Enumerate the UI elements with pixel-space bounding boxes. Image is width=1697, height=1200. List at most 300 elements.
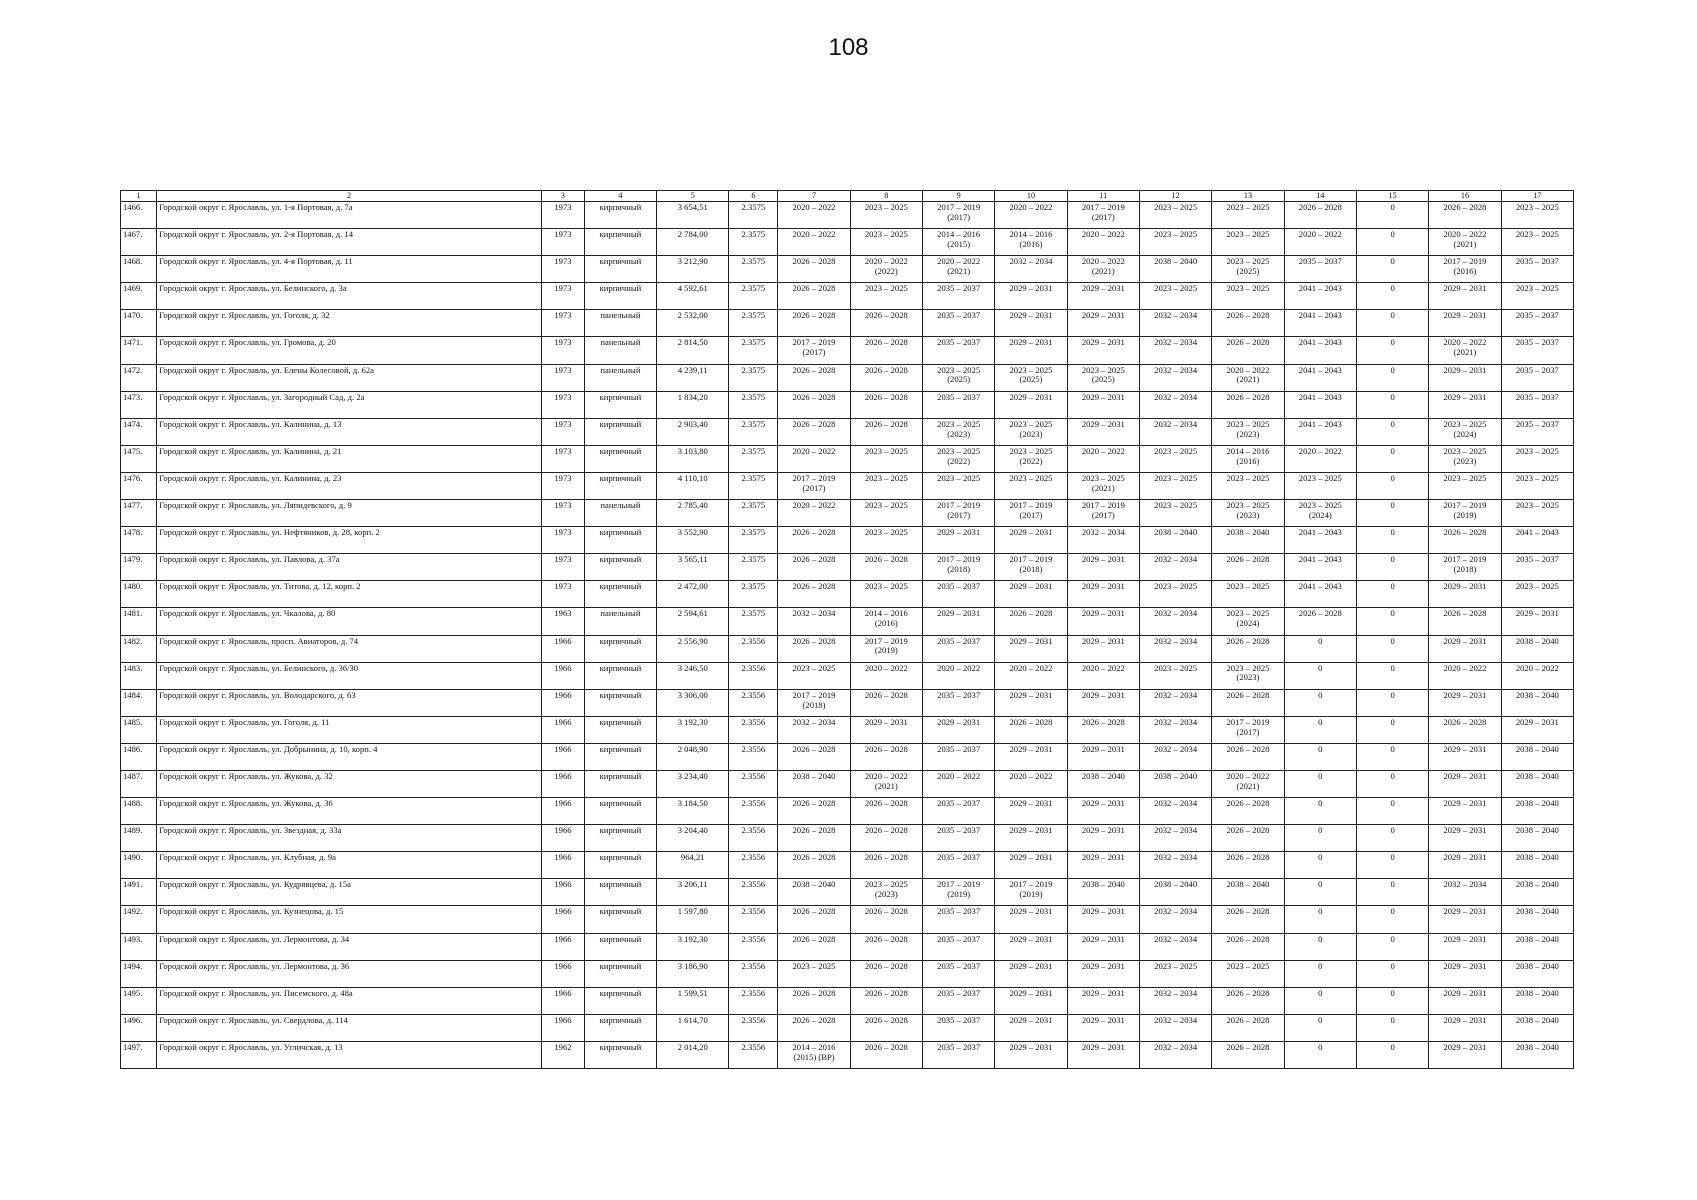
table-row bbox=[121, 933, 1574, 960]
table-cell: 2023 – 2025 bbox=[1501, 581, 1573, 608]
table-cell: 0 bbox=[1356, 852, 1428, 879]
table-cell: 2032 – 2034 bbox=[1139, 825, 1211, 852]
table-cell: 2026 – 2028 bbox=[850, 906, 922, 933]
table-cell: 2026 – 2028 bbox=[995, 716, 1067, 743]
table-cell: 2029 – 2031 bbox=[1429, 987, 1501, 1014]
address-cell: Городской округ г. Ярославль, ул. Жукова, д. 36 bbox=[157, 798, 542, 825]
table-cell: 2035 – 2037 bbox=[1501, 418, 1573, 445]
address-cell: Городской округ г. Ярославль, ул. Свердлова, д. 114 bbox=[157, 1014, 542, 1041]
column-header: 8 bbox=[850, 191, 922, 202]
table-row bbox=[121, 825, 1574, 852]
table-cell: 2032 – 2034 bbox=[1139, 689, 1211, 716]
table-cell: 1966 bbox=[542, 1014, 585, 1041]
table-cell: 2029 – 2031 bbox=[995, 1014, 1067, 1041]
table-cell: 2.3575 bbox=[729, 608, 778, 635]
row-number-cell: 1483. bbox=[121, 662, 157, 689]
table-cell: 2.3575 bbox=[729, 554, 778, 581]
table-row bbox=[121, 472, 1574, 499]
table-cell: 2023 – 2025 (2025) bbox=[1212, 256, 1284, 283]
table-cell: 2023 – 2025 bbox=[1139, 581, 1211, 608]
table-cell: 0 bbox=[1356, 364, 1428, 391]
table-cell: 2.3556 bbox=[729, 798, 778, 825]
table-cell: 2023 – 2025 bbox=[1212, 283, 1284, 310]
table-cell: 2023 – 2025 bbox=[1501, 283, 1573, 310]
table-cell: 2029 – 2031 bbox=[995, 933, 1067, 960]
table-cell: 2029 – 2031 bbox=[1067, 852, 1139, 879]
table-row bbox=[121, 960, 1574, 987]
table-cell: кирпичный bbox=[584, 1041, 656, 1068]
table-cell: 0 bbox=[1356, 1014, 1428, 1041]
table-cell: 2038 – 2040 bbox=[1067, 770, 1139, 797]
table-cell: 2026 – 2028 bbox=[850, 960, 922, 987]
table-cell: 1 614,70 bbox=[657, 1014, 729, 1041]
table-cell: 2026 – 2028 bbox=[1212, 852, 1284, 879]
table-cell: 2035 – 2037 bbox=[1501, 337, 1573, 364]
address-cell: Городской округ г. Ярославль, ул. 2-я Портовая, д. 14 bbox=[157, 229, 542, 256]
table-cell: 2029 – 2031 bbox=[1501, 608, 1573, 635]
table-cell: 2026 – 2028 bbox=[778, 364, 850, 391]
row-number-cell: 1496. bbox=[121, 1014, 157, 1041]
table-cell: 2032 – 2034 bbox=[1139, 1041, 1211, 1068]
table-cell: 0 bbox=[1284, 743, 1356, 770]
table-cell: 1973 bbox=[542, 364, 585, 391]
table-row bbox=[121, 987, 1574, 1014]
table-cell: 2023 – 2025 bbox=[1212, 960, 1284, 987]
table-cell: 2026 – 2028 bbox=[850, 689, 922, 716]
table-cell: 2032 – 2034 bbox=[1139, 716, 1211, 743]
table-row bbox=[121, 256, 1574, 283]
column-header: 3 bbox=[542, 191, 585, 202]
table-row bbox=[121, 906, 1574, 933]
table-cell: 2041 – 2043 bbox=[1284, 283, 1356, 310]
table-cell: 2020 – 2022 bbox=[922, 770, 994, 797]
row-number-cell: 1474. bbox=[121, 418, 157, 445]
table-cell: 2023 – 2025 bbox=[1139, 445, 1211, 472]
table-cell: 2029 – 2031 bbox=[1429, 933, 1501, 960]
table-cell: 2041 – 2043 bbox=[1284, 337, 1356, 364]
row-number-cell: 1491. bbox=[121, 879, 157, 906]
table-cell: 0 bbox=[1356, 202, 1428, 229]
table-cell: 0 bbox=[1356, 906, 1428, 933]
table-cell: 2032 – 2034 bbox=[995, 256, 1067, 283]
table-cell: 2026 – 2028 bbox=[1212, 825, 1284, 852]
column-header: 16 bbox=[1429, 191, 1501, 202]
table-cell: 2029 – 2031 bbox=[1429, 906, 1501, 933]
table-cell: 1973 bbox=[542, 554, 585, 581]
address-cell: Городской округ г. Ярославль, ул. Гоголя, д. 11 bbox=[157, 716, 542, 743]
table-cell: 2029 – 2031 bbox=[1067, 391, 1139, 418]
table-cell: 2029 – 2031 bbox=[1429, 635, 1501, 662]
table-row bbox=[121, 852, 1574, 879]
table-cell: 2041 – 2043 bbox=[1284, 364, 1356, 391]
table-cell: 2029 – 2031 bbox=[1429, 310, 1501, 337]
table-cell: 2.3556 bbox=[729, 770, 778, 797]
table-cell: 2026 – 2028 bbox=[995, 608, 1067, 635]
table-cell: 2017 – 2019 (2018) bbox=[1429, 554, 1501, 581]
table-cell: 4 592,61 bbox=[657, 283, 729, 310]
table-cell: 2026 – 2028 bbox=[1212, 635, 1284, 662]
table-cell: 2023 – 2025 (2023) bbox=[995, 418, 1067, 445]
table-cell: 2029 – 2031 bbox=[995, 960, 1067, 987]
table-cell: 0 bbox=[1356, 933, 1428, 960]
table-cell: 2029 – 2031 bbox=[1067, 608, 1139, 635]
table-cell: 3 212,90 bbox=[657, 256, 729, 283]
table-cell: 2017 – 2019 (2017) bbox=[778, 337, 850, 364]
table-cell: панельный bbox=[584, 337, 656, 364]
table-cell: 0 bbox=[1356, 635, 1428, 662]
address-cell: Городской округ г. Ярославль, ул. Володарского, д. 63 bbox=[157, 689, 542, 716]
table-cell: 0 bbox=[1284, 825, 1356, 852]
table-cell: 2.3556 bbox=[729, 635, 778, 662]
table-cell: 2023 – 2025 bbox=[1429, 472, 1501, 499]
table-cell: 0 bbox=[1356, 229, 1428, 256]
table-row bbox=[121, 500, 1574, 527]
table-cell: 2017 – 2019 (2017) bbox=[778, 472, 850, 499]
table-cell: 1973 bbox=[542, 445, 585, 472]
table-cell: 1 599,51 bbox=[657, 987, 729, 1014]
table-cell: 1966 bbox=[542, 716, 585, 743]
table-cell: 1966 bbox=[542, 879, 585, 906]
table-cell: 2026 – 2028 bbox=[1212, 310, 1284, 337]
table-cell: кирпичный bbox=[584, 418, 656, 445]
table-cell: 3 234,40 bbox=[657, 770, 729, 797]
table-cell: 2026 – 2028 bbox=[778, 906, 850, 933]
address-cell: Городской округ г. Ярославль, ул. Звездная, д. 33а bbox=[157, 825, 542, 852]
address-cell: Городской округ г. Ярославль, ул. Жукова, д. 32 bbox=[157, 770, 542, 797]
table-cell: 2020 – 2022 bbox=[1501, 662, 1573, 689]
table-cell: 2020 – 2022 bbox=[995, 770, 1067, 797]
table-cell: 2029 – 2031 bbox=[1067, 581, 1139, 608]
table-cell: 2029 – 2031 bbox=[995, 987, 1067, 1014]
row-number-cell: 1489. bbox=[121, 825, 157, 852]
table-cell: 2038 – 2040 bbox=[1501, 743, 1573, 770]
table-cell: 2029 – 2031 bbox=[1067, 825, 1139, 852]
column-header: 15 bbox=[1356, 191, 1428, 202]
table-cell: 2032 – 2034 bbox=[778, 608, 850, 635]
table-cell: 2035 – 2037 bbox=[922, 743, 994, 770]
address-cell: Городской округ г. Ярославль, ул. Ляпидевского, д. 9 bbox=[157, 500, 542, 527]
table-cell: кирпичный bbox=[584, 689, 656, 716]
table-cell: 0 bbox=[1284, 960, 1356, 987]
table-cell: 2026 – 2028 bbox=[850, 554, 922, 581]
table-cell: 1 834,20 bbox=[657, 391, 729, 418]
table-cell: 2038 – 2040 bbox=[1212, 527, 1284, 554]
table-cell: 2026 – 2028 bbox=[850, 337, 922, 364]
table-cell: 2029 – 2031 bbox=[1429, 960, 1501, 987]
table-cell: 2032 – 2034 bbox=[1139, 798, 1211, 825]
table-cell: 2035 – 2037 bbox=[1284, 256, 1356, 283]
table-cell: 2035 – 2037 bbox=[922, 337, 994, 364]
table-cell: 2026 – 2028 bbox=[778, 418, 850, 445]
table-cell: 1973 bbox=[542, 391, 585, 418]
table-cell: 1973 bbox=[542, 418, 585, 445]
table-cell: 2020 – 2022 bbox=[995, 662, 1067, 689]
table-cell: 1966 bbox=[542, 933, 585, 960]
table-cell: 1966 bbox=[542, 743, 585, 770]
table-cell: 2020 – 2022 (2022) bbox=[850, 256, 922, 283]
table-cell: 2026 – 2028 bbox=[778, 256, 850, 283]
table-row bbox=[121, 689, 1574, 716]
table-cell: кирпичный bbox=[584, 879, 656, 906]
table-cell: 0 bbox=[1356, 608, 1428, 635]
table-cell: 2026 – 2028 bbox=[778, 310, 850, 337]
table-cell: 2020 – 2022 (2021) bbox=[1429, 229, 1501, 256]
table-cell: 2026 – 2028 bbox=[778, 283, 850, 310]
table-cell: 2.3575 bbox=[729, 310, 778, 337]
address-cell: Городской округ г. Ярославль, ул. Клубная, д. 9а bbox=[157, 852, 542, 879]
table-cell: 2023 – 2025 (2023) bbox=[850, 879, 922, 906]
table-cell: 2020 – 2022 bbox=[778, 500, 850, 527]
table-cell: 2029 – 2031 bbox=[1429, 1041, 1501, 1068]
table-cell: 0 bbox=[1284, 662, 1356, 689]
table-cell: панельный bbox=[584, 310, 656, 337]
table-cell: 2023 – 2025 bbox=[1284, 472, 1356, 499]
table-row bbox=[121, 1014, 1574, 1041]
table-cell: 2038 – 2040 bbox=[1501, 879, 1573, 906]
table-cell: 2023 – 2025 bbox=[850, 500, 922, 527]
table-row bbox=[121, 798, 1574, 825]
table-cell: 2023 – 2025 (2025) bbox=[1067, 364, 1139, 391]
table-cell: 1966 bbox=[542, 987, 585, 1014]
table-cell: 2.3556 bbox=[729, 716, 778, 743]
table-row bbox=[121, 554, 1574, 581]
table-cell: кирпичный bbox=[584, 987, 656, 1014]
table-cell: 2029 – 2031 bbox=[995, 1041, 1067, 1068]
table-cell: 2029 – 2031 bbox=[995, 798, 1067, 825]
table-cell: 2029 – 2031 bbox=[1067, 283, 1139, 310]
table-row bbox=[121, 418, 1574, 445]
column-header: 4 bbox=[584, 191, 656, 202]
table-cell: 2.3556 bbox=[729, 743, 778, 770]
table-cell: 2020 – 2022 bbox=[1067, 229, 1139, 256]
table-cell: 2 785,40 bbox=[657, 500, 729, 527]
table-cell: 1966 bbox=[542, 852, 585, 879]
table-cell: 2026 – 2028 bbox=[1284, 608, 1356, 635]
table-cell: 2032 – 2034 bbox=[1139, 906, 1211, 933]
table-cell: 2035 – 2037 bbox=[1501, 256, 1573, 283]
table-cell: 3 204,40 bbox=[657, 825, 729, 852]
table-cell: 2023 – 2025 bbox=[1139, 500, 1211, 527]
table-cell: 1973 bbox=[542, 527, 585, 554]
table-cell: 0 bbox=[1356, 716, 1428, 743]
table-cell: 1966 bbox=[542, 662, 585, 689]
row-number-cell: 1473. bbox=[121, 391, 157, 418]
table-cell: 2 903,40 bbox=[657, 418, 729, 445]
table-cell: 3 184,50 bbox=[657, 798, 729, 825]
table-cell: 2023 – 2025 bbox=[995, 472, 1067, 499]
table-cell: 2026 – 2028 bbox=[1212, 554, 1284, 581]
row-number-cell: 1479. bbox=[121, 554, 157, 581]
table-cell: 2 048,90 bbox=[657, 743, 729, 770]
table-cell: 2029 – 2031 bbox=[1067, 337, 1139, 364]
table-cell: 1966 bbox=[542, 906, 585, 933]
table-cell: кирпичный bbox=[584, 445, 656, 472]
address-cell: Городской округ г. Ярославль, ул. Калинина, д. 23 bbox=[157, 472, 542, 499]
table-cell: 2020 – 2022 bbox=[850, 662, 922, 689]
table-cell: 3 552,90 bbox=[657, 527, 729, 554]
table-cell: 2035 – 2037 bbox=[922, 635, 994, 662]
table-cell: 2026 – 2028 bbox=[1429, 716, 1501, 743]
table-row bbox=[121, 581, 1574, 608]
table-cell: панельный bbox=[584, 608, 656, 635]
table-cell: 2014 – 2016 (2015) bbox=[922, 229, 994, 256]
table-cell: 2023 – 2025 bbox=[850, 445, 922, 472]
table-cell: 3 206,11 bbox=[657, 879, 729, 906]
address-cell: Городской округ г. Ярославль, ул. Кудрявцева, д. 15а bbox=[157, 879, 542, 906]
table-cell: 3 565,11 bbox=[657, 554, 729, 581]
table-cell: 2020 – 2022 bbox=[778, 445, 850, 472]
table-cell: 2029 – 2031 bbox=[995, 527, 1067, 554]
address-cell: Городской округ г. Ярославль, ул. Угличская, д. 13 bbox=[157, 1041, 542, 1068]
table-cell: 1966 bbox=[542, 825, 585, 852]
table-cell: 2026 – 2028 bbox=[850, 825, 922, 852]
table-cell: 2038 – 2040 bbox=[1501, 933, 1573, 960]
address-cell: Городской округ г. Ярославль, ул. Белинского, д. 36/30 bbox=[157, 662, 542, 689]
table-cell: 2017 – 2019 (2019) bbox=[995, 879, 1067, 906]
table-cell: 2.3556 bbox=[729, 825, 778, 852]
row-number-cell: 1480. bbox=[121, 581, 157, 608]
table-cell: 2038 – 2040 bbox=[778, 770, 850, 797]
table-cell: 2020 – 2022 (2021) bbox=[1067, 256, 1139, 283]
column-header: 1 bbox=[121, 191, 157, 202]
table-cell: 2.3575 bbox=[729, 581, 778, 608]
table-cell: 2038 – 2040 bbox=[1501, 770, 1573, 797]
table-cell: 2029 – 2031 bbox=[1429, 1014, 1501, 1041]
table-row bbox=[121, 527, 1574, 554]
table-cell: 2023 – 2025 bbox=[1139, 202, 1211, 229]
table-cell: 0 bbox=[1356, 418, 1428, 445]
table-cell: кирпичный bbox=[584, 527, 656, 554]
table-cell: 2029 – 2031 bbox=[1429, 364, 1501, 391]
table-cell: 2029 – 2031 bbox=[995, 283, 1067, 310]
table-cell: 2023 – 2025 bbox=[1501, 500, 1573, 527]
table-cell: 2029 – 2031 bbox=[1501, 716, 1573, 743]
table-cell: 2035 – 2037 bbox=[922, 906, 994, 933]
table-cell: 2035 – 2037 bbox=[1501, 554, 1573, 581]
table-cell: 2017 – 2019 (2019) bbox=[1429, 500, 1501, 527]
table-cell: 2032 – 2034 bbox=[1139, 418, 1211, 445]
table-row bbox=[121, 229, 1574, 256]
table-cell: 1973 bbox=[542, 337, 585, 364]
table-cell: 2023 – 2025 bbox=[778, 662, 850, 689]
table-cell: 2023 – 2025 (2025) bbox=[922, 364, 994, 391]
table-cell: 2041 – 2043 bbox=[1284, 581, 1356, 608]
address-cell: Городской округ г. Ярославль, ул. Добрынина, д. 10, корп. 4 bbox=[157, 743, 542, 770]
page-number: 108 bbox=[828, 34, 869, 61]
table-cell: 2026 – 2028 bbox=[1212, 391, 1284, 418]
table-cell: 2 556,90 bbox=[657, 635, 729, 662]
table-cell: 2041 – 2043 bbox=[1284, 554, 1356, 581]
table-cell: 0 bbox=[1356, 987, 1428, 1014]
address-cell: Городской округ г. Ярославль, ул. 1-я Портовая, д. 7а bbox=[157, 202, 542, 229]
column-header: 14 bbox=[1284, 191, 1356, 202]
table-cell: 2023 – 2025 bbox=[1139, 960, 1211, 987]
table-row bbox=[121, 608, 1574, 635]
row-number-cell: 1478. bbox=[121, 527, 157, 554]
table-cell: 2029 – 2031 bbox=[1067, 987, 1139, 1014]
table-cell: 2023 – 2025 bbox=[850, 527, 922, 554]
table-cell: 2029 – 2031 bbox=[850, 716, 922, 743]
table-cell: панельный bbox=[584, 500, 656, 527]
row-number-cell: 1477. bbox=[121, 500, 157, 527]
table-cell: 2017 – 2019 (2018) bbox=[995, 554, 1067, 581]
table-cell: 2035 – 2037 bbox=[922, 1041, 994, 1068]
column-header: 13 bbox=[1212, 191, 1284, 202]
table-cell: 2029 – 2031 bbox=[1429, 581, 1501, 608]
table-cell: 2029 – 2031 bbox=[922, 716, 994, 743]
table-cell: 1966 bbox=[542, 798, 585, 825]
table-cell: 2029 – 2031 bbox=[1067, 635, 1139, 662]
table-cell: 2026 – 2028 bbox=[1067, 716, 1139, 743]
table-cell: 2026 – 2028 bbox=[850, 987, 922, 1014]
table-cell: 0 bbox=[1356, 445, 1428, 472]
table-cell: 0 bbox=[1356, 472, 1428, 499]
table-cell: 2014 – 2016 (2015) (ВР) bbox=[778, 1041, 850, 1068]
table-cell: 2026 – 2028 bbox=[778, 581, 850, 608]
table-cell: 2029 – 2031 bbox=[1067, 554, 1139, 581]
table-cell: 1973 bbox=[542, 472, 585, 499]
table-cell: 2029 – 2031 bbox=[1067, 418, 1139, 445]
table-cell: 2026 – 2028 bbox=[778, 743, 850, 770]
table-cell: 2023 – 2025 bbox=[850, 283, 922, 310]
table-cell: 2017 – 2019 (2017) bbox=[1067, 202, 1139, 229]
table-cell: 2020 – 2022 bbox=[1284, 445, 1356, 472]
row-number-cell: 1466. bbox=[121, 202, 157, 229]
table-cell: 2 532,00 bbox=[657, 310, 729, 337]
column-header: 17 bbox=[1501, 191, 1573, 202]
table-cell: 2 814,50 bbox=[657, 337, 729, 364]
row-number-cell: 1485. bbox=[121, 716, 157, 743]
table-row bbox=[121, 202, 1574, 229]
table-cell: 2.3556 bbox=[729, 852, 778, 879]
table-cell: 2023 – 2025 (2021) bbox=[1067, 472, 1139, 499]
column-header: 5 bbox=[657, 191, 729, 202]
table-cell: 2026 – 2028 bbox=[1429, 202, 1501, 229]
table-cell: 3 246,50 bbox=[657, 662, 729, 689]
row-number-cell: 1497. bbox=[121, 1041, 157, 1068]
table-cell: 2020 – 2022 bbox=[995, 202, 1067, 229]
table-cell: 1 597,80 bbox=[657, 906, 729, 933]
table-cell: 0 bbox=[1284, 1041, 1356, 1068]
table-cell: 2023 – 2025 bbox=[1501, 472, 1573, 499]
table-cell: 2.3556 bbox=[729, 1041, 778, 1068]
table-cell: 2023 – 2025 bbox=[1212, 202, 1284, 229]
table-cell: 0 bbox=[1284, 716, 1356, 743]
row-number-cell: 1490. bbox=[121, 852, 157, 879]
table-cell: 2023 – 2025 bbox=[1212, 472, 1284, 499]
column-header: 10 bbox=[995, 191, 1067, 202]
row-number-cell: 1492. bbox=[121, 906, 157, 933]
table-cell: 2032 – 2034 bbox=[1139, 852, 1211, 879]
table-cell: 2017 – 2019 (2017) bbox=[1212, 716, 1284, 743]
table-cell: кирпичный bbox=[584, 960, 656, 987]
table-cell: 2026 – 2028 bbox=[1429, 527, 1501, 554]
table-cell: 2026 – 2028 bbox=[1212, 906, 1284, 933]
table-cell: 2.3575 bbox=[729, 391, 778, 418]
row-number-cell: 1484. bbox=[121, 689, 157, 716]
table-row bbox=[121, 635, 1574, 662]
table-cell: 2029 – 2031 bbox=[1067, 798, 1139, 825]
table-cell: 2017 – 2019 (2018) bbox=[922, 554, 994, 581]
table-cell: 2.3556 bbox=[729, 933, 778, 960]
table-cell: 2038 – 2040 bbox=[1501, 1014, 1573, 1041]
address-cell: Городской округ г. Ярославль, ул. Белинского, д. 3а bbox=[157, 283, 542, 310]
table-cell: 2020 – 2022 bbox=[922, 662, 994, 689]
table-cell: 2032 – 2034 bbox=[1139, 1014, 1211, 1041]
table-cell: 2026 – 2028 bbox=[1284, 202, 1356, 229]
table-cell: 2032 – 2034 bbox=[1139, 933, 1211, 960]
row-number-cell: 1482. bbox=[121, 635, 157, 662]
